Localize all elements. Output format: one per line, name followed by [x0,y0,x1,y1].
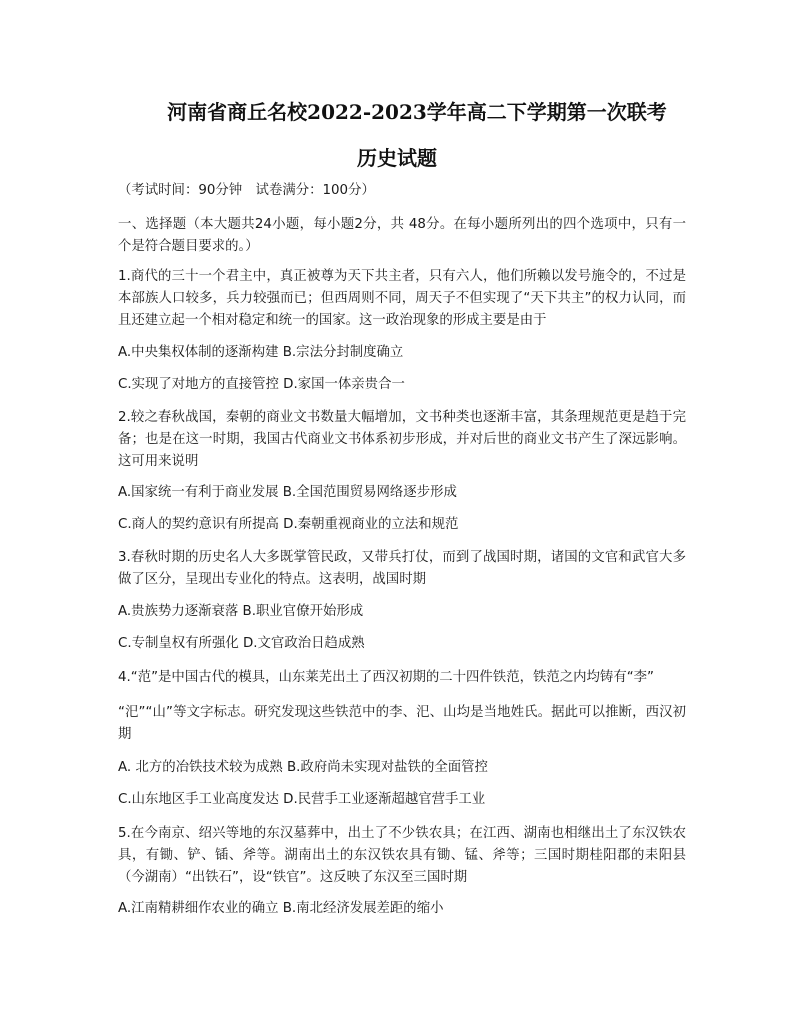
exam-subject: 历史试题 [357,146,437,170]
question-1-stem: 1.商代的三十一个君主中，真正被尊为天下共主者，只有六人，他们所赖以发号施令的，不过是本部族人口较多，兵力较强而已；但西周则不同，周天子不但实现了“天下共主”的权力认同，而且还建立起一个相对稳定和统一的国家。这一政治现象的形成主要是由于 [118,269,686,328]
question-2-stem: 2.较之春秋战国，秦朝的商业文书数量大幅增加，文书种类也逐渐丰富，其条理规范更是趋于完备；也是在这一时期，我国古代商业文书体系初步形成，并对后世的商业文书产生了深远影响。这可用来说明 [118,410,686,469]
question-1-options-ab: A.中央集权体制的逐渐构建 B.宗法分封制度确立 [118,345,404,360]
exam-info: （考试时间：90分钟 试卷满分：100分） [118,183,375,198]
question-5-options-ab: A.江南精耕细作农业的确立 B.南北经济发展差距的缩小 [118,901,444,916]
section-intro: 一、选择题（本大题共24小题，每小题2分，共 48分。在每小题所列出的四个选项中，只有一个是符合题目要求的。） [118,217,686,254]
question-5-stem: 5.在今南京、绍兴等地的东汉墓葬中，出土了不少铁农具；在江西、湖南也相继出土了东汉铁农具，有锄、铲、锸、斧等。湖南出土的东汉铁农具有锄、锰、斧等；三国时期桂阳郡的耒阳县（今湖南）“出铁石”，设“铁官”。这反映了东汉至三国时期 [118,826,686,885]
question-2-options-ab: A.国家统一有利于商业发展 B.全国范围贸易网络逐步形成 [118,485,457,500]
question-4-stem-first-line: 4.“范”是中国古代的模具，山东莱芜出土了西汉初期的二十四件铁范，铁范之内均铸有“李” [118,670,654,685]
question-3-stem: 3.春秋时期的历史名人大多既掌管民政，又带兵打仗，而到了战国时期，诸国的文官和武官大多做了区分，呈现出专业化的特点。这表明，战国时期 [118,550,686,587]
question-2-options-cd: C.商人的契约意识有所提高 D.秦朝重视商业的立法和规范 [118,517,459,532]
exam-title: 河南省商丘名校2022-2023学年高二下学期第一次联考 [167,100,667,124]
question-3-options-cd: C.专制皇权有所强化 D.文官政治日趋成熟 [118,636,365,651]
question-4-options-ab: A. 北方的冶铁技术较为成熟 B.政府尚未实现对盐铁的全面管控 [118,760,488,775]
question-3-options-ab: A.贵族势力逐渐衰落 B.职业官僚开始形成 [118,604,364,619]
question-4-stem-continuation: “汜”“山”等文字标志。研究发现这些铁范中的李、汜、山均是当地姓氏。据此可以推断，西汉初期 [118,705,686,742]
question-4-options-cd: C.山东地区手工业高度发达 D.民营手工业逐渐超越官营手工业 [118,792,486,807]
question-1-options-cd: C.实现了对地方的直接管控 D.家国一体亲贵合一 [118,377,405,392]
